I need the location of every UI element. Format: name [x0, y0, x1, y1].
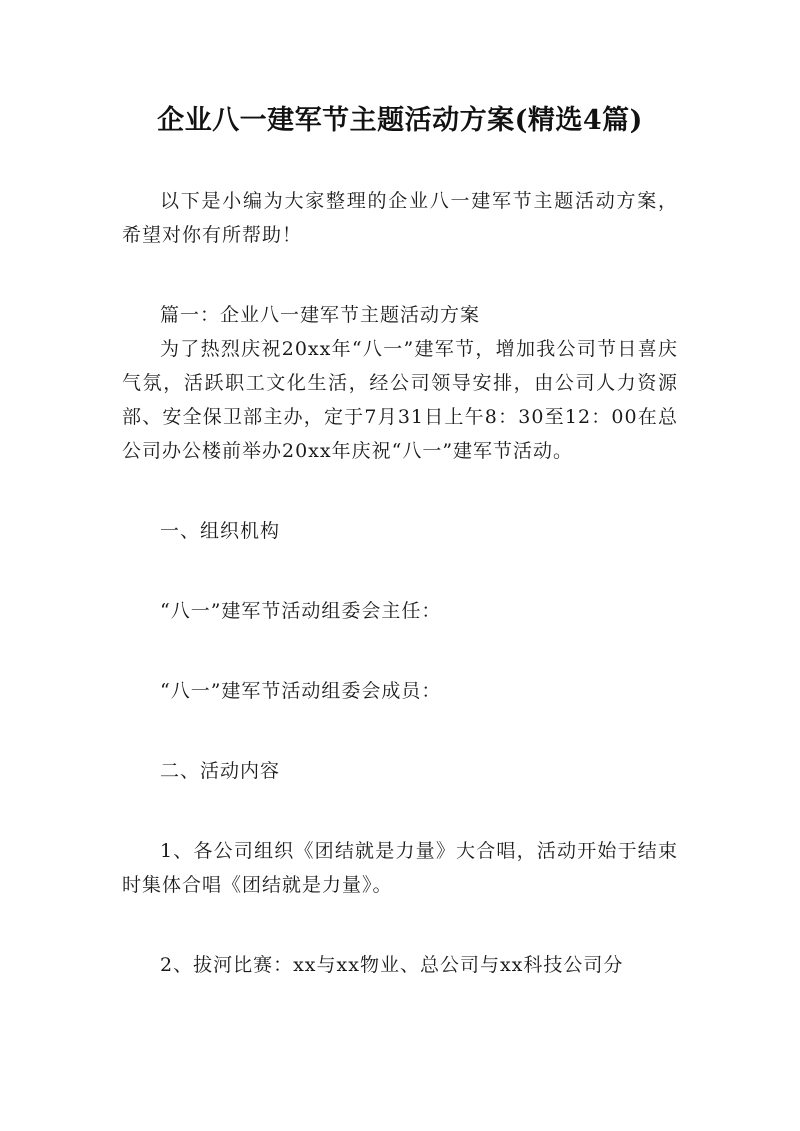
committee-director-line: “八一”建军节活动组委会主任： [160, 600, 442, 622]
spacer [122, 708, 678, 754]
spacer [122, 468, 678, 514]
spacer [122, 788, 678, 834]
document-title: 企业八一建军节主题活动方案(精选4篇) [157, 105, 643, 136]
spacer [122, 628, 678, 674]
chapter-paragraph: 为了热烈庆祝20xx年“八一”建军节，增加我公司节日喜庆气氛，活跃职工文化生活，经公司领导安排，由公司人力资源部、安全保卫部主办，定于7月31日上午8：30至12：00在总公司办公楼前举办20xx年庆祝“八一”建军节活动。 [122, 338, 678, 462]
document-body [122, 184, 678, 982]
activity-item-2: 2、拔河比赛：xx与xx物业、总公司与xx科技公司分 [160, 954, 624, 976]
chapter-heading: 篇一：企业八一建军节主题活动方案 [160, 304, 481, 326]
activity-item-1: 1、各公司组织《团结就是力量》大合唱，活动开始于结束时集体合唱《团结就是力量》。 [122, 840, 678, 896]
intro-paragraph: 以下是小编为大家整理的企业八一建军节主题活动方案，希望对你有所帮助！ [122, 190, 678, 246]
spacer [122, 902, 678, 948]
section-heading-activities: 二、活动内容 [160, 760, 281, 782]
spacer [122, 548, 678, 594]
spacer [122, 252, 678, 298]
committee-members-line: “八一”建军节活动组委会成员： [160, 680, 442, 702]
section-heading-organization: 一、组织机构 [160, 520, 281, 542]
